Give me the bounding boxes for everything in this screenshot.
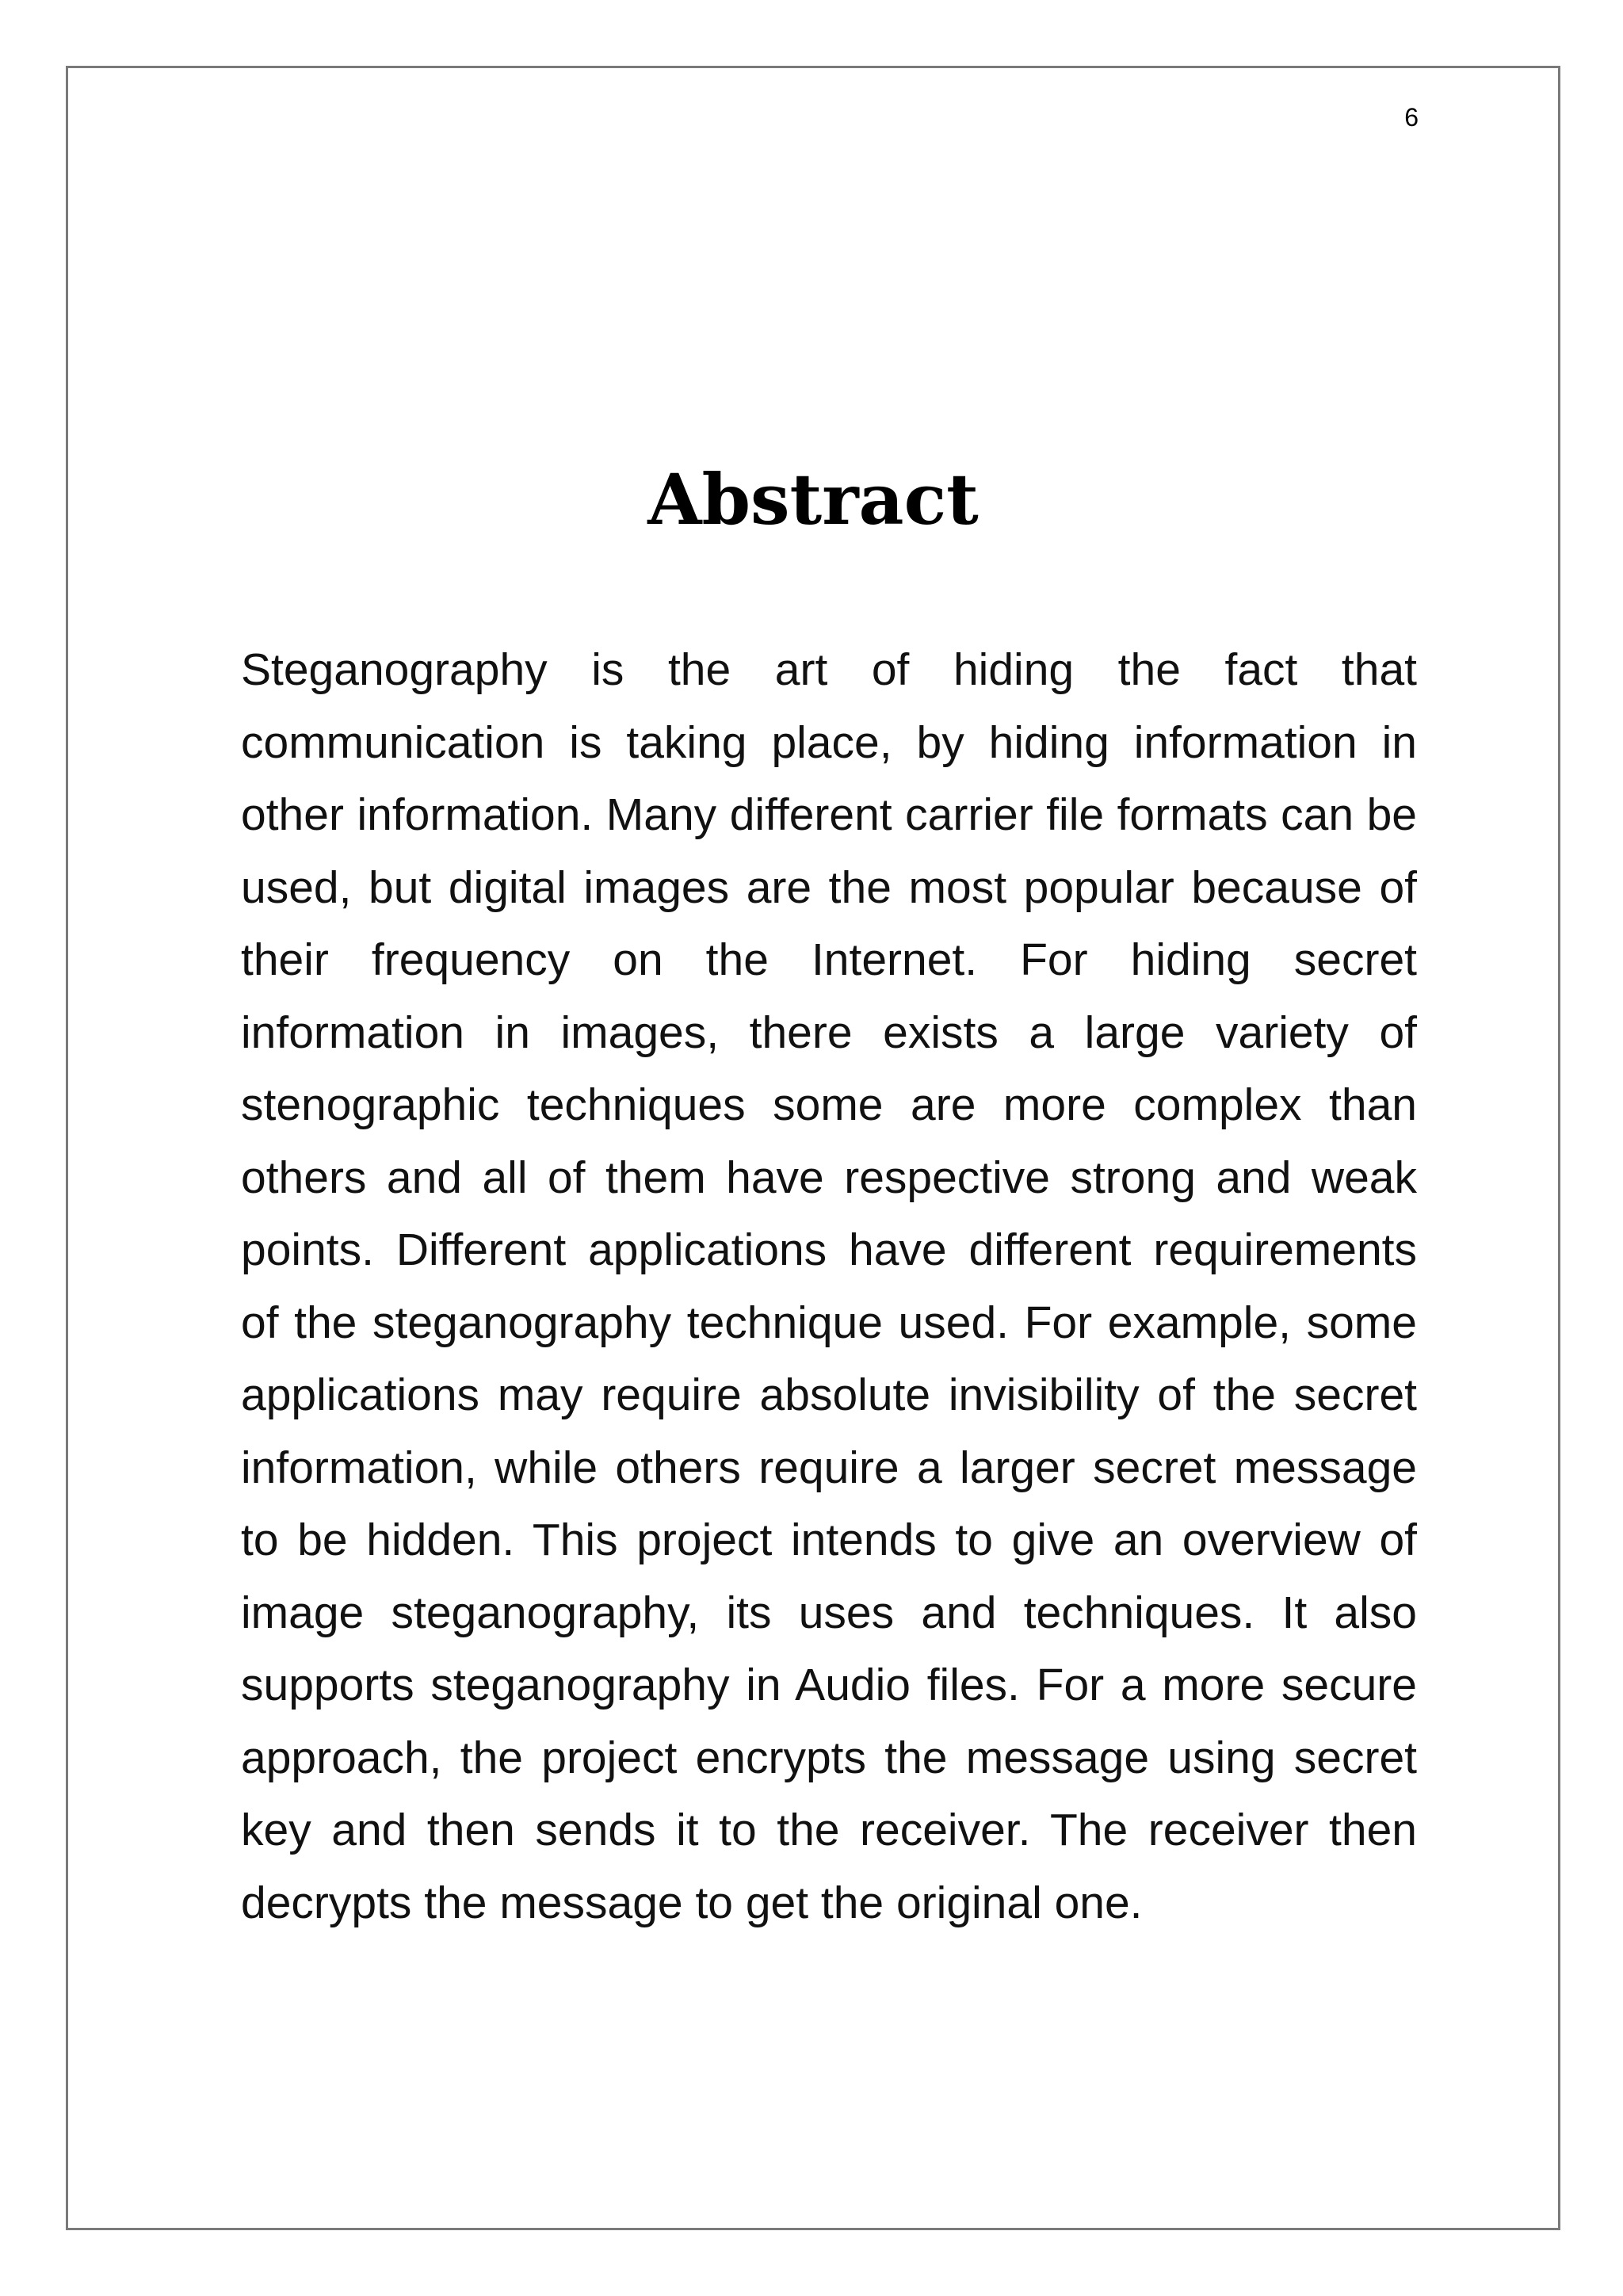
page-number: 6 bbox=[1404, 103, 1419, 132]
abstract-paragraph: Steganography is the art of hiding the fact that communication is taking place, by hiding information in other information. Many different carrier file formats can be used, but digital images are the most popular because of their frequency on the Internet. For hiding secret information in images, there exists a large variety of stenographic techniques some are more complex than others and all of them have respective strong and weak points. Different applications have different requirements of the steganography technique used. For example, some applications may require absolute invisibility of the secret information, while others require a larger secret message to be hidden. This project intends to give an overview of image steganography, its uses and techniques. It also supports steganography in Audio files. For a more secure approach, the project encrypts the message using secret key and then sends it to the receiver. The receiver then decrypts the message to get the original one. bbox=[241, 644, 1417, 1928]
page-title: Abstract bbox=[647, 458, 979, 541]
